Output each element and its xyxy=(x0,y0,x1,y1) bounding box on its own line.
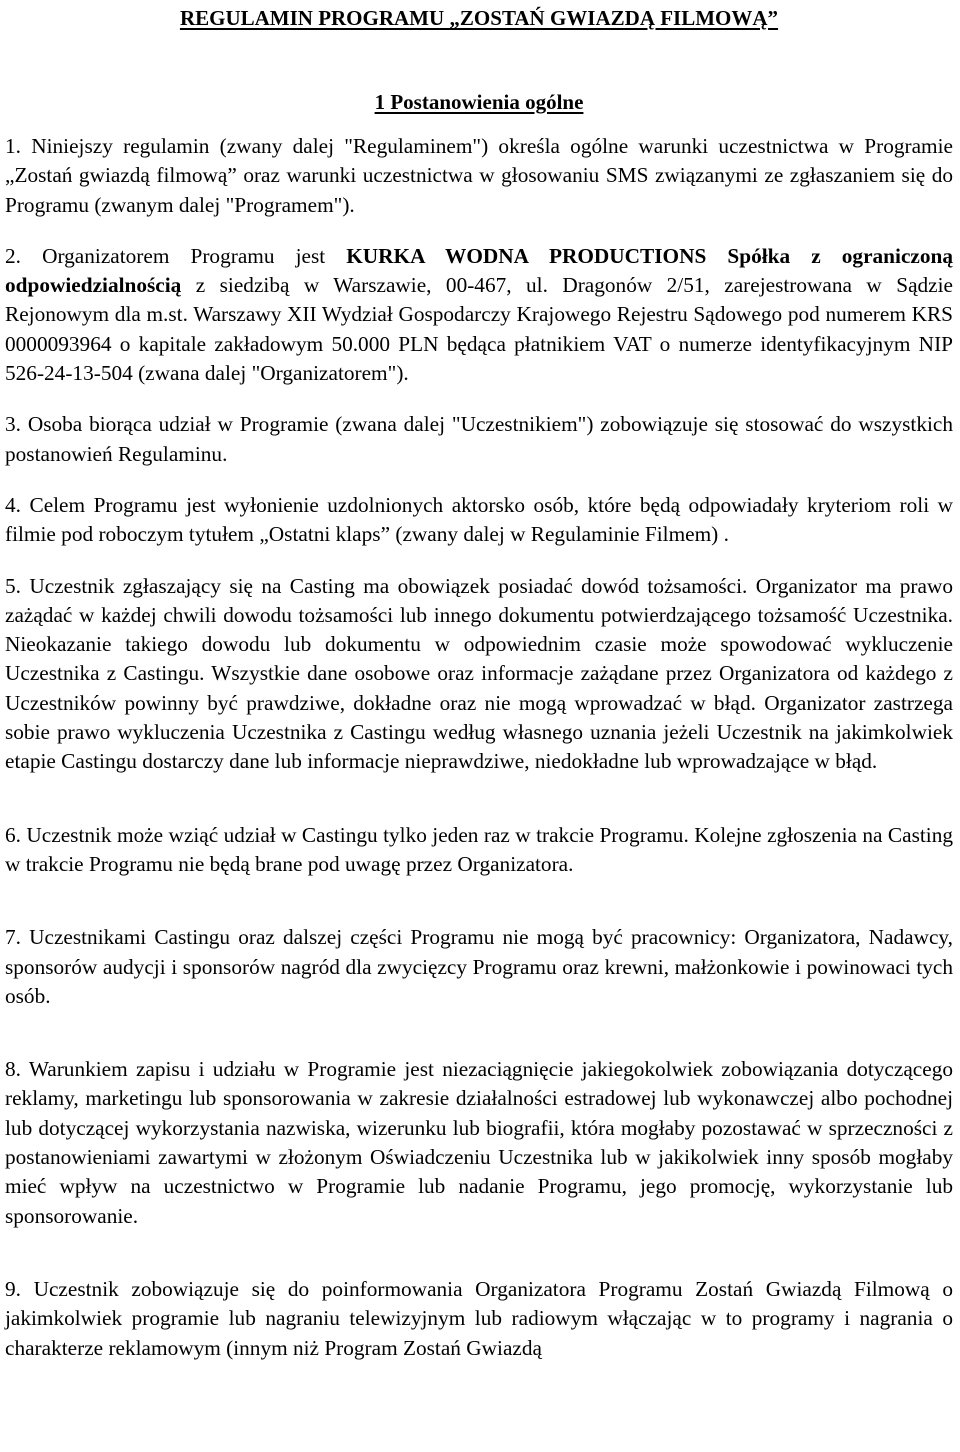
paragraph-text: Uczestnikami Castingu oraz dalszej części Programu nie mogą być pracownicy: Organizatora, Nadawcy, sponsorów audycji i sponsorów nagród dla zwycięzcy Programu oraz krewni, małżonkowie i powinowaci tych osób. xyxy=(5,925,953,1008)
paragraph-number: 5. xyxy=(5,573,21,598)
paragraph-text: Celem Programu jest wyłonienie uzdolnionych aktorsko osób, które będą odpowiadały kryteriom roli w filmie pod roboczym tytułem „Ostatni klaps” (zwany dalej w Regulaminie Filmem) . xyxy=(5,492,953,547)
paragraph-number: 6. xyxy=(5,822,21,847)
paragraph-number: 4. xyxy=(5,492,21,517)
paragraph-1 xyxy=(5,132,953,220)
paragraph-8 xyxy=(5,1055,953,1231)
paragraph-text: Uczestnik zgłaszający się na Casting ma obowiązek posiadać dowód tożsamości. Organizator ma prawo zażądać w każdej chwili dowodu tożsamości lub innego dokumentu potwierdzającego tożsamość Uczestnika. Nieokazanie takiego dowodu lub dokumentu w odpowiednim czasie może spowodować wykluczenie Uczestnika z Castingu. Wszystkie dane osobowe oraz informacje zażądane przez Organizatora od każdego z Uczestników powinny być prawdziwe, dokładne oraz nie mogą wprowadzać w błąd. Organizator zastrzega sobie prawo wykluczenia Uczestnika z Castingu według własnego uznania jeżeli Uczestnik na jakimkolwiek etapie Castingu dostarczy dane lub informacje nieprawdziwe, niedokładne lub wprowadzające w błąd. xyxy=(5,573,953,774)
paragraph-6 xyxy=(5,821,953,880)
paragraph-number: 1. xyxy=(5,134,21,158)
paragraph-text: Warunkiem zapisu i udziału w Programie jest niezaciągnięcie jakiegokolwiek zobowiązania dotyczącego reklamy, marketingu lub sponsorowania w zakresie działalności estradowej lub wykonawczej albo pochodnej lub dotyczącej wykorzystania nazwiska, wizerunku lub biografii, która mogłaby pozostawać w sprzeczności z postanowieniami zawartymi w złożonym Oświadczeniu Uczestnika lub w jakikolwiek inny sposób mogłaby mieć wpływ na uczestnictwo w Programie lub nadanie Programu, jego promocję, wykorzystanie lub sponsorowanie. xyxy=(5,1057,953,1228)
paragraph-text: z siedzibą w Warszawie, 00-467, ul. Dragonów 2/51, zarejestrowana w Sądzie Rejonowym dla m.st. Warszawy XII Wydział Gospodarczy Krajowego Rejestru Sądowego pod numerem KRS 0000093964 o kapitale zakładowym 50.000 PLN będąca płatnikiem VAT o numerze identyfikacyjnym NIP 526-24-13-504 (zwana dalej "Organizatorem"). xyxy=(5,273,953,386)
paragraph-number: 8. xyxy=(5,1057,21,1082)
paragraph-number: 2. xyxy=(5,243,21,268)
paragraph-text: Uczestnik zobowiązuje się do poinformowania Organizatora Programu Zostań Gwiazdą Filmową o jakimkolwiek programie lub nagraniu telewizyjnym lub radiowym włączając w to programy i nagrania o charakterze reklamowym (innym niż Program Zostań Gwiazdą xyxy=(5,1276,953,1360)
paragraph-text: Osoba biorąca udział w Programie (zwana dalej "Uczestnikiem") zobowiązuje się stosować do wszystkich postanowień Regulaminu. xyxy=(5,412,953,466)
paragraph-text: Uczestnik może wziąć udział w Castingu tylko jeden raz w trakcie Programu. Kolejne zgłoszenia na Casting w trakcie Programu nie będą brane pod uwagę przez Organizatora. xyxy=(5,822,953,876)
paragraph-5 xyxy=(5,572,953,777)
document-title: REGULAMIN PROGRAMU „ZOSTAŃ GWIAZDĄ FILMOWĄ” xyxy=(179,6,779,30)
paragraph-text: Niniejszy regulamin (zwany dalej "Regulaminem") określa ogólne warunki uczestnictwa w Programie „Zostań gwiazdą filmową” oraz warunki uczestnictwa w głosowaniu SMS związanymi ze zgłaszaniem się do Programu (zwanym dalej "Programem"). xyxy=(5,134,953,217)
paragraph-7 xyxy=(5,923,953,1011)
paragraph-2 xyxy=(5,242,953,388)
organizer-name: KURKA WODNA PRODUCTIONS Spółka z ograniczoną odpowiedzialnością xyxy=(5,243,953,298)
section-heading: 1 Postanowienia ogólne xyxy=(374,90,584,114)
paragraph-text: Organizatorem Programu jest xyxy=(20,243,347,268)
paragraph-number: 9. xyxy=(5,1276,21,1301)
paragraph-number: 7. xyxy=(5,925,21,950)
paragraph-3 xyxy=(5,410,953,469)
paragraph-number: 3. xyxy=(5,412,21,437)
paragraph-9 xyxy=(5,1275,953,1363)
paragraph-4 xyxy=(5,491,953,550)
